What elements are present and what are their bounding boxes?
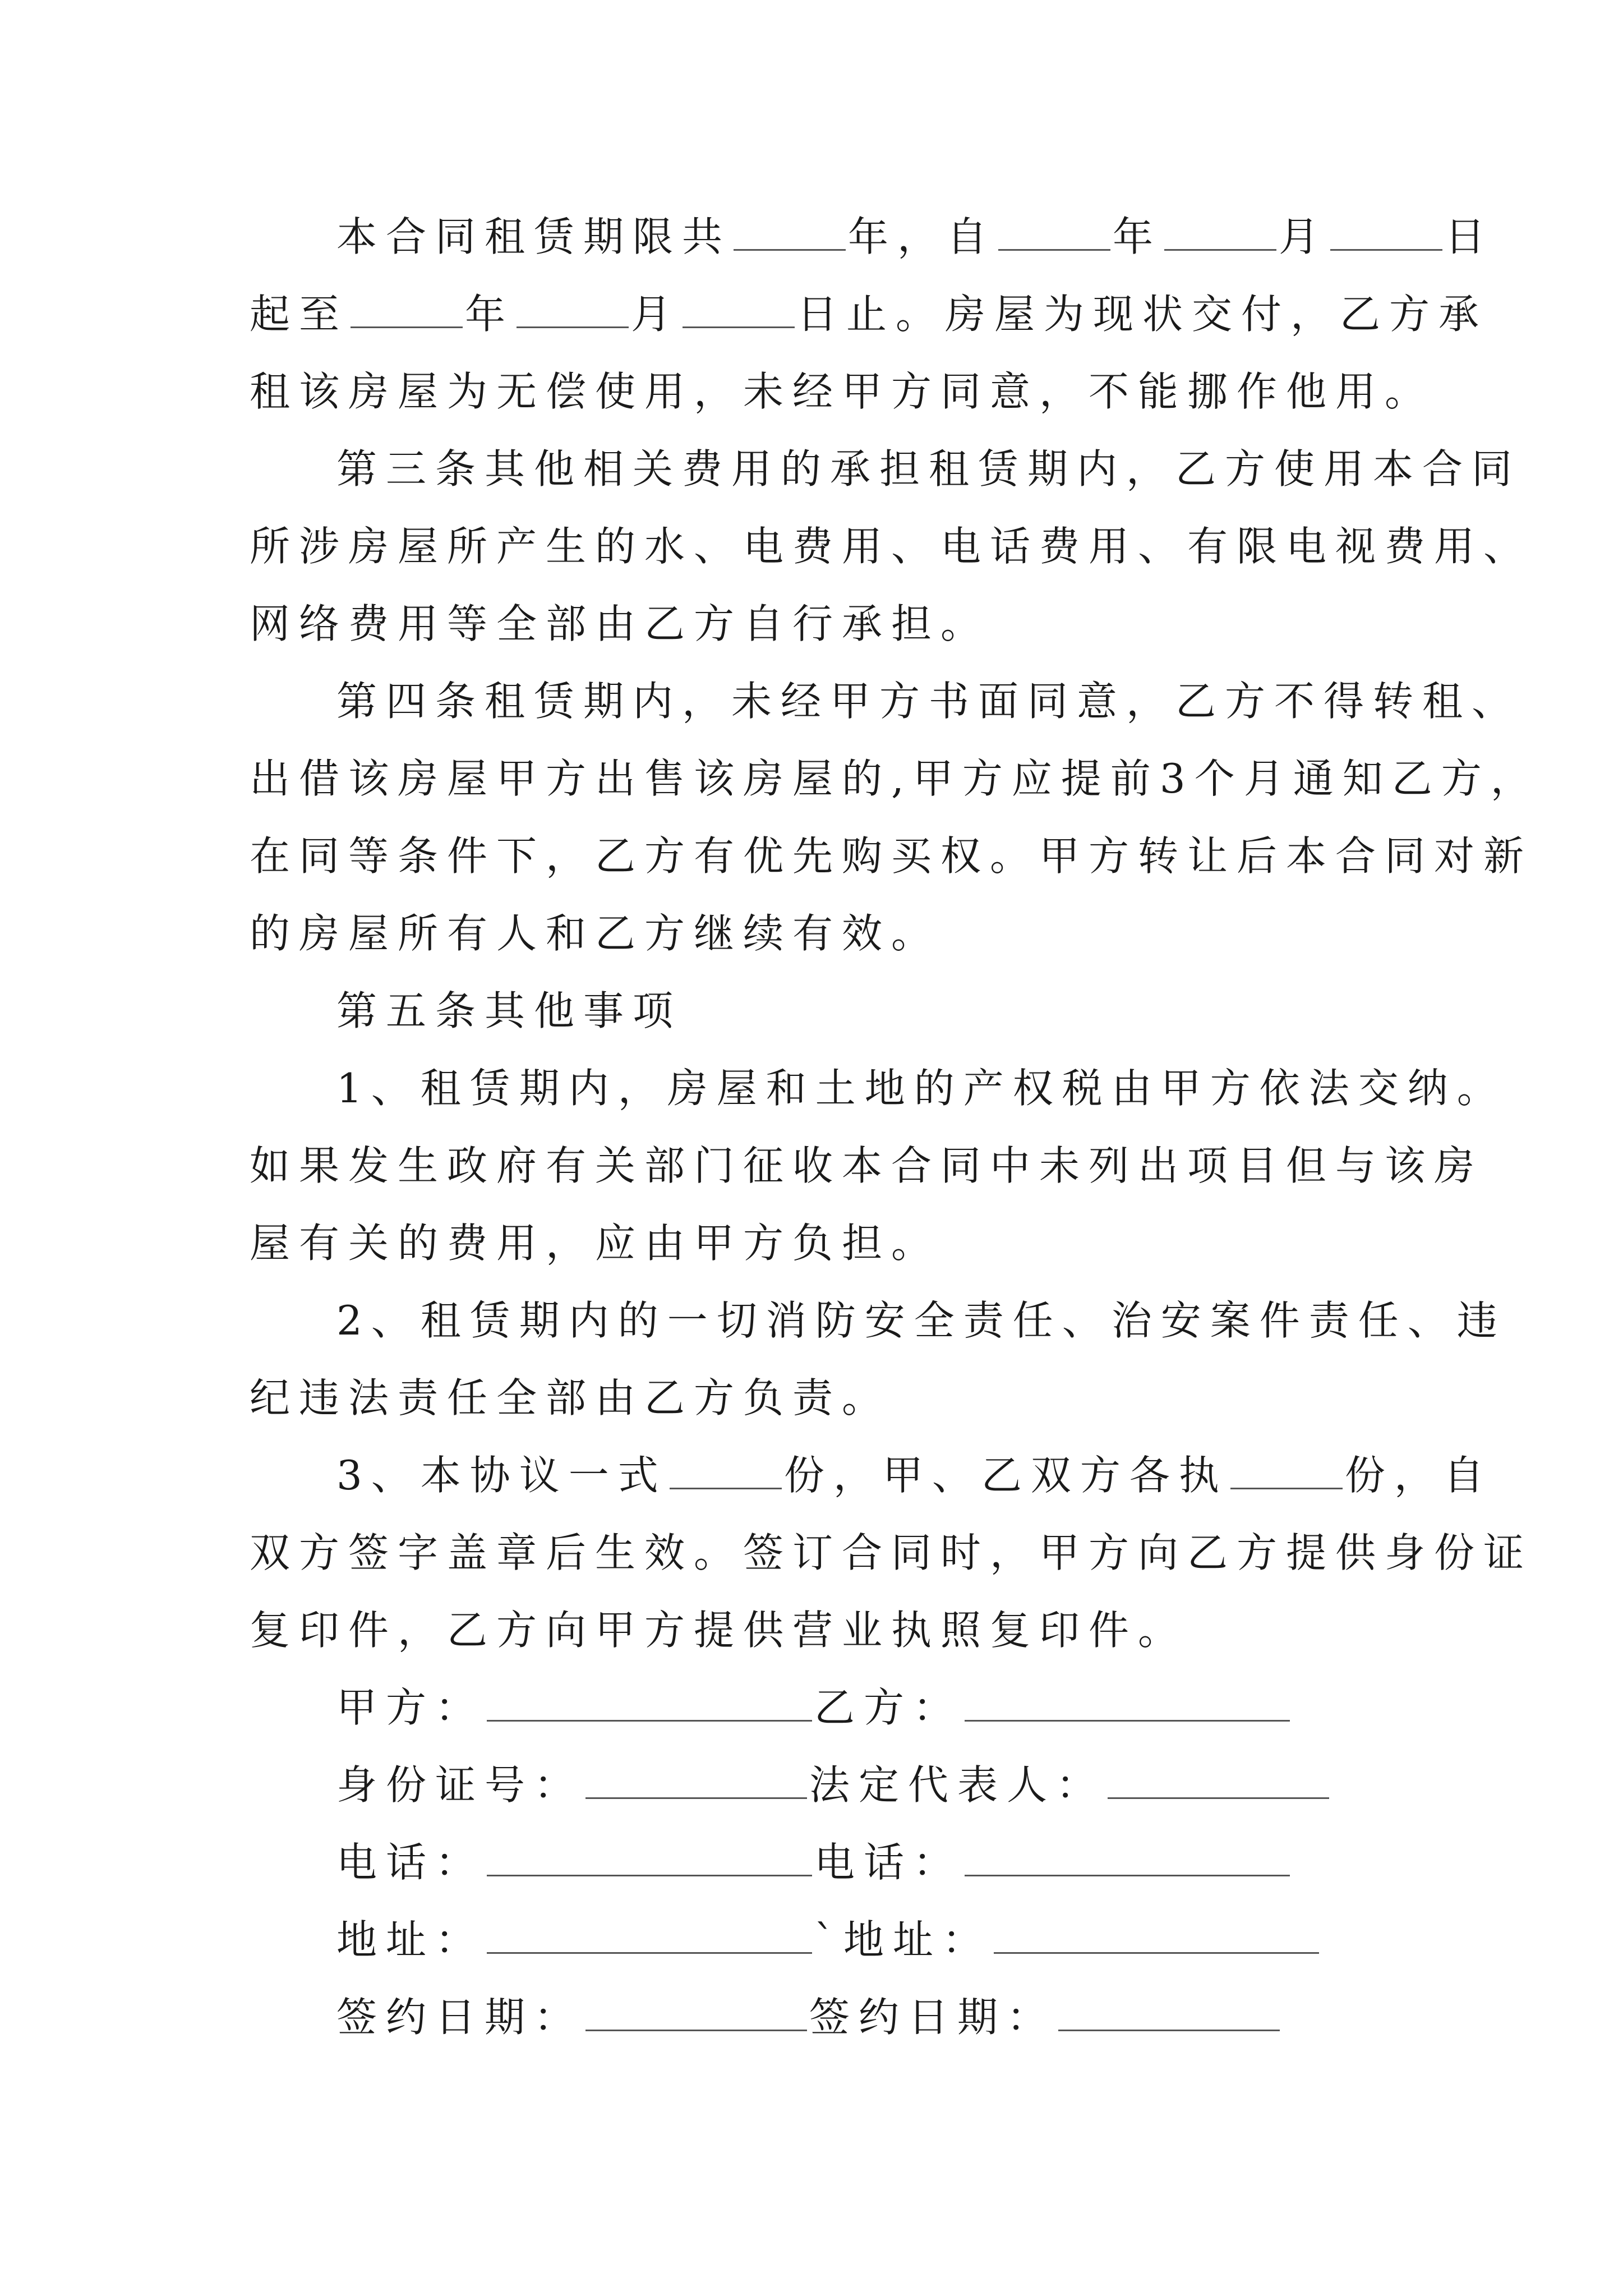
date-b-field[interactable] bbox=[1058, 1990, 1280, 2031]
address-a-field[interactable] bbox=[487, 1913, 812, 1954]
text: 本合同租赁期限共 bbox=[336, 213, 732, 260]
paragraph-line: 纪违法责任全部由乙方负责。 bbox=[250, 1374, 892, 1421]
text: 年 bbox=[1113, 213, 1163, 260]
text: 日 bbox=[1445, 213, 1495, 260]
paragraph-line: 2、租赁期内的一切消防安全责任、治安案件责任、违 bbox=[336, 1297, 1506, 1344]
text: 月 bbox=[1279, 213, 1329, 260]
paragraph-line: 复印件，乙方向甲方提供营业执照复印件。 bbox=[250, 1607, 1188, 1654]
text: 年，自 bbox=[848, 213, 997, 260]
paragraph-line: 网络费用等全部由乙方自行承担。 bbox=[250, 600, 990, 647]
blank-field[interactable] bbox=[1164, 210, 1276, 251]
blank-field[interactable] bbox=[517, 287, 629, 328]
text: 年 bbox=[465, 291, 515, 338]
paragraph-line: 租该房屋为无偿使用，未经甲方同意，不能挪作他用。 bbox=[250, 368, 1435, 415]
lease-term-line-2 bbox=[250, 286, 1488, 342]
blank-field[interactable] bbox=[351, 287, 463, 328]
text: 份，甲、乙双方各执 bbox=[783, 1452, 1228, 1499]
id-number-field[interactable] bbox=[585, 1758, 807, 1799]
blank-field[interactable] bbox=[683, 287, 795, 328]
phone-b-label: 电话： bbox=[814, 1839, 963, 1886]
phone-a-field[interactable] bbox=[487, 1835, 812, 1876]
text: 3、本协议一式 bbox=[336, 1452, 667, 1499]
signature-id-row bbox=[336, 1757, 1331, 1813]
blank-field[interactable] bbox=[734, 210, 846, 251]
paragraph-line: 1、租赁期内，房屋和土地的产权税由甲方依法交纳。 bbox=[336, 1065, 1506, 1112]
paragraph-line: 出借该房屋甲方出售该房屋的,甲方应提前3个月通知乙方， bbox=[250, 755, 1540, 802]
date-a-label: 签约日期： bbox=[336, 1994, 584, 2041]
blank-field[interactable] bbox=[1330, 210, 1442, 251]
legal-rep-label: 法定代表人： bbox=[809, 1761, 1106, 1809]
party-a-label: 甲方： bbox=[336, 1684, 485, 1731]
copies-line bbox=[336, 1447, 1493, 1503]
blank-field[interactable] bbox=[1230, 1448, 1343, 1489]
paragraph-line: 第四条租赁期内，未经甲方书面同意，乙方不得转租、 bbox=[336, 678, 1521, 725]
lease-term-line-1 bbox=[336, 209, 1494, 265]
text: 月 bbox=[631, 291, 681, 338]
signature-party-row bbox=[336, 1680, 1292, 1736]
blank-field[interactable] bbox=[998, 210, 1110, 251]
paragraph-line: 双方签字盖章后生效。签订合同时，甲方向乙方提供身份证 bbox=[250, 1529, 1533, 1576]
legal-rep-field[interactable] bbox=[1108, 1758, 1329, 1799]
blank-field[interactable] bbox=[670, 1448, 782, 1489]
address-b-label: `地址： bbox=[814, 1916, 992, 1963]
phone-a-label: 电话： bbox=[336, 1839, 485, 1886]
date-b-label: 签约日期： bbox=[809, 1994, 1057, 2041]
paragraph-line: 的房屋所有人和乙方继续有效。 bbox=[250, 910, 941, 957]
signature-date-row bbox=[336, 1989, 1282, 2045]
signature-address-row bbox=[336, 1912, 1321, 1968]
party-b-label: 乙方： bbox=[814, 1684, 963, 1731]
address-b-field[interactable] bbox=[994, 1913, 1319, 1954]
text: 日止。房屋为现状交付，乙方承 bbox=[797, 291, 1488, 338]
date-a-field[interactable] bbox=[585, 1990, 807, 2031]
signature-phone-row bbox=[336, 1834, 1292, 1890]
paragraph-line: 在同等条件下，乙方有优先购买权。甲方转让后本合同对新 bbox=[250, 832, 1533, 880]
text: 起至 bbox=[250, 291, 349, 338]
party-b-field[interactable] bbox=[965, 1681, 1290, 1722]
id-number-label: 身份证号： bbox=[336, 1761, 584, 1809]
paragraph-line: 屋有关的费用，应由甲方负担。 bbox=[250, 1220, 941, 1267]
section-heading: 第五条其他事项 bbox=[336, 987, 683, 1034]
address-a-label: 地址： bbox=[336, 1916, 485, 1963]
paragraph-line: 所涉房屋所产生的水、电费用、电话费用、有限电视费用、 bbox=[250, 523, 1533, 570]
phone-b-field[interactable] bbox=[965, 1835, 1290, 1876]
paragraph-line: 如果发生政府有关部门征收本合同中未列出项目但与该房 bbox=[250, 1142, 1484, 1189]
text: 份，自 bbox=[1344, 1452, 1493, 1499]
paragraph-line: 第三条其他相关费用的承担租赁期内，乙方使用本合同 bbox=[336, 445, 1521, 493]
party-a-field[interactable] bbox=[487, 1681, 812, 1722]
